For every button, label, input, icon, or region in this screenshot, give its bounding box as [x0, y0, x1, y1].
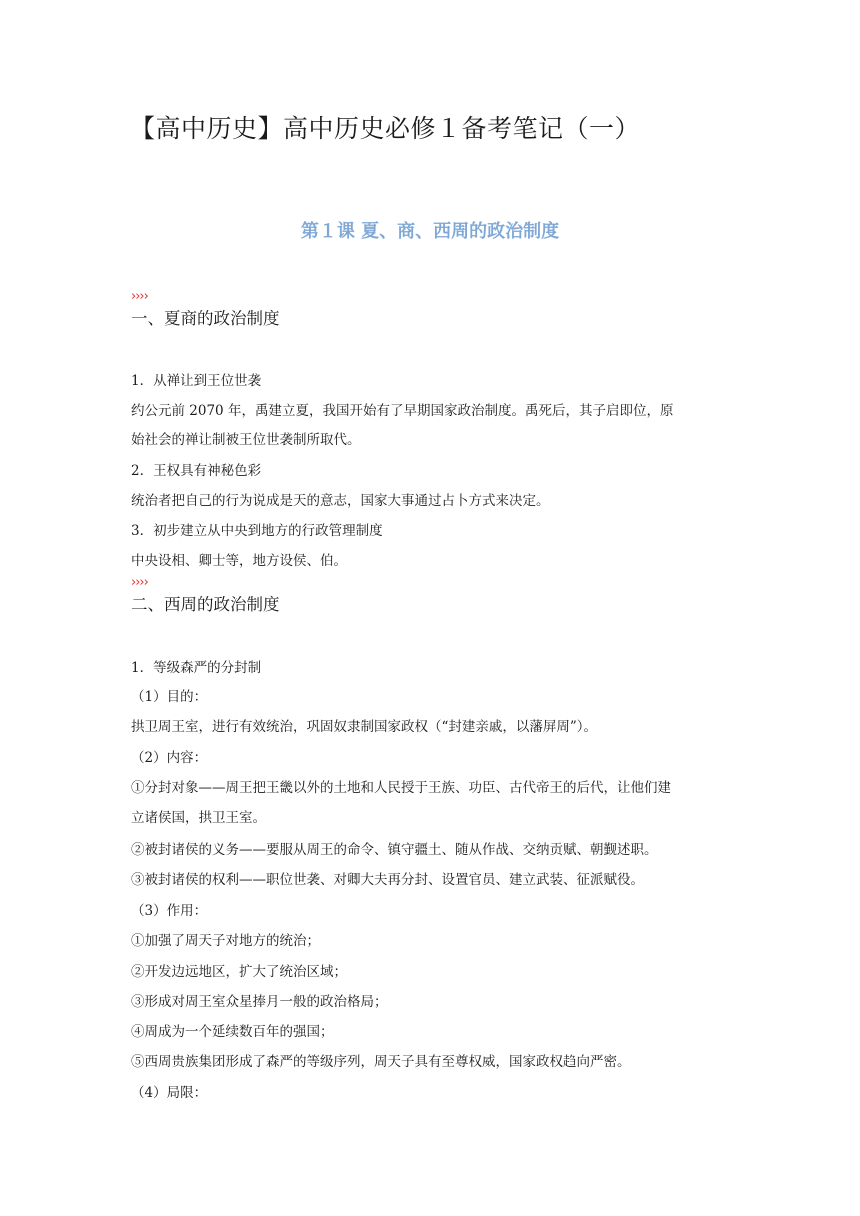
paragraph-line: ⑤西周贵族集团形成了森严的等级序列，周天子具有至尊权威，国家政权趋向严密。: [131, 1054, 631, 1070]
section-heading: 一、夏商的政治制度: [131, 309, 280, 328]
subheading: 1．从禅让到王位世袭: [131, 373, 262, 389]
paragraph-line: （1）目的：: [131, 689, 208, 705]
paragraph-line: ③被封诸侯的权利——职位世袭、对卿大夫再分封、设置官员、建立武装、征派赋役。: [131, 872, 644, 888]
section-marker-icon: ››››: [131, 575, 148, 590]
paragraph-line: ②开发边远地区，扩大了统治区域；: [131, 964, 347, 980]
paragraph-line: 拱卫周王室，进行有效统治，巩固奴隶制国家政权（“封建亲戚，以藩屏周”）。: [131, 719, 598, 735]
paragraph-line: ③形成对周王室众星捧月一般的政治格局；: [131, 994, 388, 1010]
paragraph-line: 约公元前 2070 年，禹建立夏，我国开始有了早期国家政治制度。禹死后，其子启即位，原: [131, 403, 674, 419]
section-heading: 二、西周的政治制度: [131, 595, 280, 614]
paragraph-line: 立诸侯国，拱卫王室。: [131, 810, 266, 826]
subheading: 3．初步建立从中央到地方的行政管理制度: [131, 523, 383, 539]
paragraph-line: ④周成为一个延续数百年的强国；: [131, 1024, 334, 1040]
paragraph-line: （2）内容：: [131, 750, 208, 766]
document-title: 【高中历史】高中历史必修１备考笔记（一）: [130, 114, 641, 143]
paragraph-line: 统治者把自己的行为说成是天的意志，国家大事通过占卜方式来决定。: [131, 493, 550, 509]
section-marker-icon: ››››: [131, 289, 148, 304]
subheading: 2．王权具有神秘色彩: [131, 463, 262, 479]
lesson-title: 第１课 夏、商、西周的政治制度: [300, 221, 560, 242]
paragraph-line: （3）作用：: [131, 903, 208, 919]
subheading: 1．等级森严的分封制: [131, 660, 262, 676]
paragraph-line: ②被封诸侯的义务——要服从周王的命令、镇守疆土、随从作战、交纳贡赋、朝觐述职。: [131, 842, 658, 858]
paragraph-line: 始社会的禅让制被王位世袭制所取代。: [131, 432, 361, 448]
paragraph-line: 中央设相、卿士等，地方设侯、伯。: [131, 553, 347, 569]
paragraph-line: ①加强了周天子对地方的统治；: [131, 933, 320, 949]
paragraph-line: （4）局限：: [131, 1085, 208, 1101]
paragraph-line: ①分封对象——周王把王畿以外的土地和人民授于王族、功臣、古代帝王的后代，让他们建: [131, 780, 671, 796]
